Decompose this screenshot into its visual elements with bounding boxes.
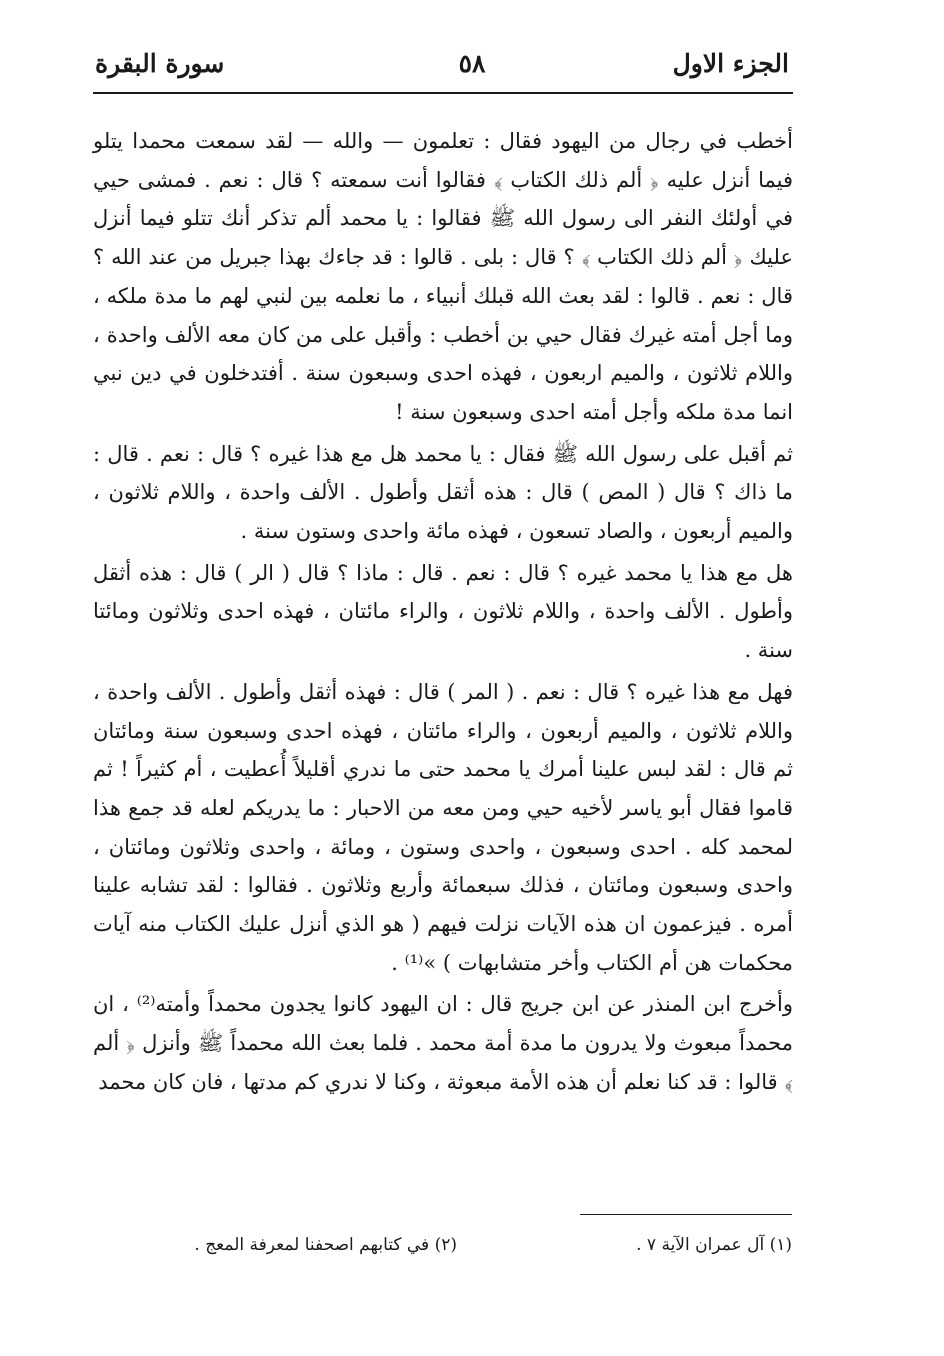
paragraph-3: هل مع هذا يا محمد غيره ؟ قال : نعم . قال : ماذا ؟ قال ( الر ) قال : هذه أثقل وأطول . الألف واحدة ، واللام ثلاثون ، والراء مائتان ، فهذه احدى وثلاثون ومائتا سنة . (93, 560, 793, 663)
footnote-divider (580, 1214, 792, 1215)
surah-title: سورة البقرة (95, 49, 225, 78)
footnote-2: (٢) في كتابهم اصحفنا لمعرفة المعج . (194, 1235, 457, 1255)
volume-label: الجزء الاول (672, 49, 789, 78)
main-text (93, 122, 793, 1102)
paragraph-2: ثم أقبل على رسول الله ﷺ فقال : يا محمد هل مع هذا غيره ؟ قال : نعم . قال : ما ذاك ؟ قال ( المص ) قال : هذه أثقل وأطول . الألف واحدة ، واللام ثلاثون ، والميم أربعون ، والصاد تسعون ، فهذه مائة واحدى وستون سنة . (93, 441, 793, 544)
paragraph-5: وأخرج ابن المنذر عن ابن جريج قال : ان اليهود كانوا يجدون محمداً وأمته⁽²⁾ ، ان محمداً مبعوث ولا يدرون ما مدة أمة محمد . فلما بعث الله محمداً ﷺ وأنزل ﴿ ألم ﴾ قالوا : قد كنا نعلم أن هذه الأمة مبعوثة ، وكنا لا ندري كم مدتها ، فان كان محمد (93, 992, 794, 1094)
header-divider (93, 92, 793, 94)
paragraph-4: فهل مع هذا غيره ؟ قال : نعم . ( المر ) قال : فهذه أثقل وأطول . الألف واحدة ، واللام ثلاثون ، والميم أربعون ، والراء مائتان ، فهذه احدى وسبعون سنة ومائتان ثم قال : لقد لبس علينا أمرك يا محمد حتى ما ندري أقليلاً أُعطيت ، أم كثيراً ! ثم قاموا فقال أبو ياسر لأخيه حيي ومن معه من الاحبار : ما يدريكم لعله قد جمع هذا لمحمد كله . احدى وسبعون ، واحدى وستون ، ومائة ، واحدى وثلاثون ومائتان ، واحدى وسبعون ومائتان ، فذلك سبعمائة وأربع وثلاثون . فقالوا : لقد تشابه علينا أمره . فيزعمون ان هذه الآيات نزلت فيهم ( هو الذي أنزل عليك الكتاب منه آيات محكمات هن أم الكتاب وأخر متشابهات ) »⁽¹⁾ . (93, 679, 793, 975)
paragraph-1: أخطب في رجال من اليهود فقال : تعلمون — والله — لقد سمعت محمدا يتلو فيما أنزل عليه ﴿ ألم ذلك الكتاب ﴾ فقالوا أنت سمعته ؟ قال : نعم . فمشى حيي في أولئك النفر الى رسول الله ﷺ فقالوا : يا محمد ألم تذكر أنك تتلو فيما أنزل عليك ﴿ ألم ذلك الكتاب ﴾ ؟ قال : بلى . قالوا : قد جاءك بهذا جبريل من عند الله ؟ قال : نعم . قالوا : لقد بعث الله قبلك أنبياء ، ما نعلمه بين لنبي لهم ما مدة ملكه ، وما أجل أمته غيرك فقال حيي بن أخطب : وأقبل على من كان معه الألف واحدة ، واللام ثلاثون ، والميم اربعون ، فهذه احدى وسبعون سنة . أفتدخلون في دين نبي انما مدة ملكه وأجل أمته احدى وسبعون سنة ! (93, 129, 793, 424)
footnote-1: (١) آل عمران الآية ٧ . (636, 1235, 792, 1255)
page-number: ٥٨ (458, 49, 486, 78)
